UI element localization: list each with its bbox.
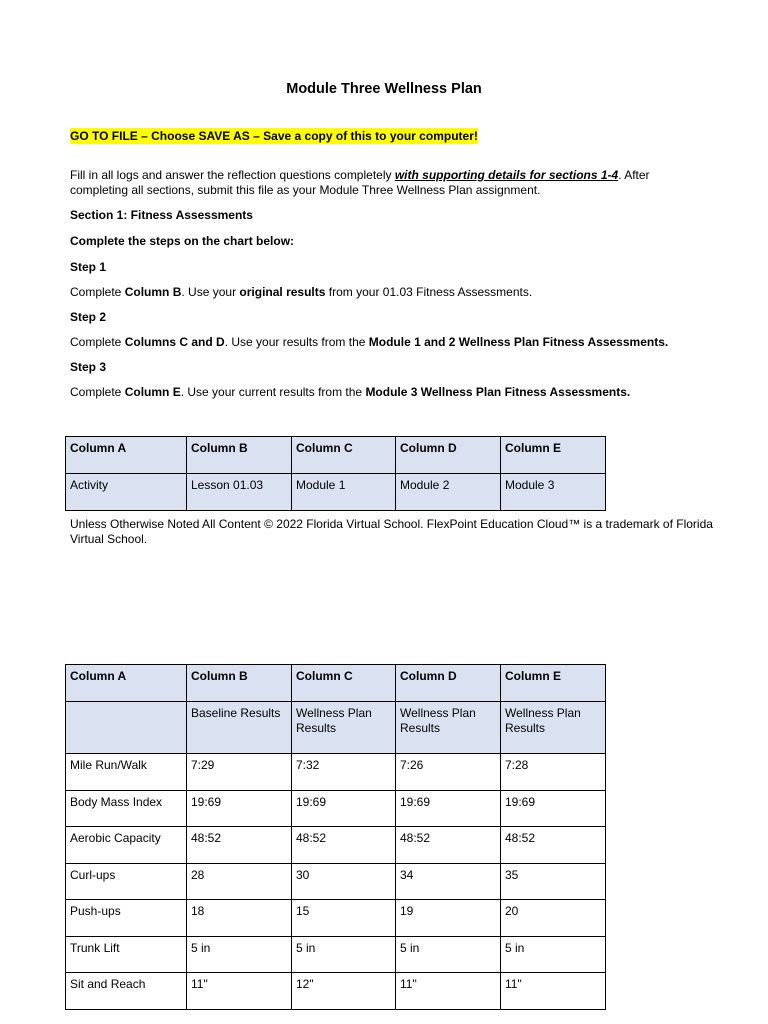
table-cell: 11"	[396, 973, 501, 1010]
table-cell: 19:69	[396, 791, 501, 827]
table-row	[66, 900, 606, 937]
header-cell: Column E	[501, 665, 606, 702]
table-cell: Body Mass Index	[66, 791, 187, 827]
step1-label: Step 1	[70, 260, 107, 274]
table-cell: Curl-ups	[66, 864, 187, 900]
step2-text	[70, 335, 700, 350]
table-cell: 19	[396, 900, 501, 937]
step1-part: . Use your	[181, 285, 240, 299]
table-cell: 11"	[501, 973, 606, 1010]
table-cell: 5 in	[292, 937, 396, 973]
header-cell: Column D	[396, 437, 501, 474]
table-cell: 7:32	[292, 754, 396, 791]
table-cell: 19:69	[292, 791, 396, 827]
table-cell: Sit and Reach	[66, 973, 187, 1010]
step2-part: Complete	[70, 335, 125, 349]
steps-instruction: Complete the steps on the chart below:	[70, 234, 295, 248]
step1-bold: Column B	[124, 285, 182, 299]
table-cell: 7:29	[187, 754, 292, 791]
step1-text	[70, 285, 700, 300]
step1-bold: original results	[239, 285, 326, 299]
save-instruction-text: GO TO FILE – Choose SAVE AS – Save a copy of this to your computer!	[70, 129, 478, 143]
table-cell: 48:52	[292, 827, 396, 864]
table-cell: Activity	[66, 474, 187, 511]
subheader-cell: Wellness Plan Results	[501, 702, 606, 754]
header-cell: Column D	[396, 665, 501, 702]
table-cell: 18	[187, 900, 292, 937]
header-cell: Column C	[292, 437, 396, 474]
table-cell: 30	[292, 864, 396, 900]
table-cell: 48:52	[187, 827, 292, 864]
table-cell: 34	[396, 864, 501, 900]
step2-label: Step 2	[70, 310, 107, 324]
fitness-results-table	[65, 664, 606, 1010]
table-cell: 35	[501, 864, 606, 900]
step3-label: Step 3	[70, 360, 107, 374]
subheader-cell	[66, 702, 187, 754]
step2-bold: Columns C and D	[124, 335, 225, 349]
table-cell: 20	[501, 900, 606, 937]
table-row	[66, 864, 606, 900]
intro-paragraph	[70, 168, 700, 198]
table-cell: 7:26	[396, 754, 501, 791]
step3-bold: Module 3 Wellness Plan Fitness Assessments.	[365, 385, 631, 399]
step1-part: from your 01.03 Fitness Assessments.	[325, 285, 533, 299]
header-cell: Column E	[501, 437, 606, 474]
header-cell: Column B	[187, 665, 292, 702]
step3-part: Complete	[70, 385, 125, 399]
table-cell: Aerobic Capacity	[66, 827, 187, 864]
save-instruction	[70, 129, 478, 143]
header-cell: Column B	[187, 437, 292, 474]
subheader-cell: Wellness Plan Results	[396, 702, 501, 754]
table-cell: 11"	[187, 973, 292, 1010]
table-cell: 19:69	[501, 791, 606, 827]
table-cell: 48:52	[396, 827, 501, 864]
table-row	[66, 827, 606, 864]
document-title: Module Three Wellness Plan	[286, 81, 482, 97]
subheader-cell: Baseline Results	[187, 702, 292, 754]
header-cell: Column C	[292, 665, 396, 702]
step2-part: . Use your results from the	[224, 335, 369, 349]
table-cell: Mile Run/Walk	[66, 754, 187, 791]
intro-text-end: . After completing all sections, submit this file as your Module Three Wellness Plan assignment.	[70, 168, 650, 197]
table-cell: 48:52	[501, 827, 606, 864]
header-cell: Column A	[66, 437, 187, 474]
table-cell: Lesson 01.03	[187, 474, 292, 511]
step3-bold: Column E	[124, 385, 181, 399]
step3-part: . Use your current results from the	[180, 385, 366, 399]
table-header-row	[66, 665, 606, 702]
table-cell: 7:28	[501, 754, 606, 791]
table-row	[66, 474, 606, 511]
table-header-row	[66, 437, 606, 474]
step3-text	[70, 385, 700, 400]
table-cell: Module 1	[292, 474, 396, 511]
table-row	[66, 973, 606, 1010]
activity-table	[65, 436, 606, 511]
section1-heading: Section 1: Fitness Assessments	[70, 208, 253, 222]
table-cell: Module 2	[396, 474, 501, 511]
table-row	[66, 791, 606, 827]
table-cell: 15	[292, 900, 396, 937]
step1-part: Complete	[70, 285, 125, 299]
table-cell: 19:69	[187, 791, 292, 827]
table-cell: 5 in	[187, 937, 292, 973]
table-cell: 5 in	[396, 937, 501, 973]
table-cell: 5 in	[501, 937, 606, 973]
subheader-cell: Wellness Plan Results	[292, 702, 396, 754]
header-cell: Column A	[66, 665, 187, 702]
intro-text: Fill in all logs and answer the reflection questions completely	[70, 168, 395, 182]
step2-bold: Module 1 and 2 Wellness Plan Fitness Assessments.	[368, 335, 669, 349]
intro-emphasis: with supporting details for sections 1-4	[394, 168, 619, 182]
table-cell: Trunk Lift	[66, 937, 187, 973]
table-cell: 12"	[292, 973, 396, 1010]
table-cell: 28	[187, 864, 292, 900]
table-row	[66, 754, 606, 791]
table-row	[66, 937, 606, 973]
table-subheader-row	[66, 702, 606, 754]
table-cell: Push-ups	[66, 900, 187, 937]
copyright-footer: Unless Otherwise Noted All Content © 2022 Florida Virtual School. FlexPoint Education Cloud™ is a trademark of Florida Virtual School.	[70, 517, 713, 546]
table-cell: Module 3	[501, 474, 606, 511]
